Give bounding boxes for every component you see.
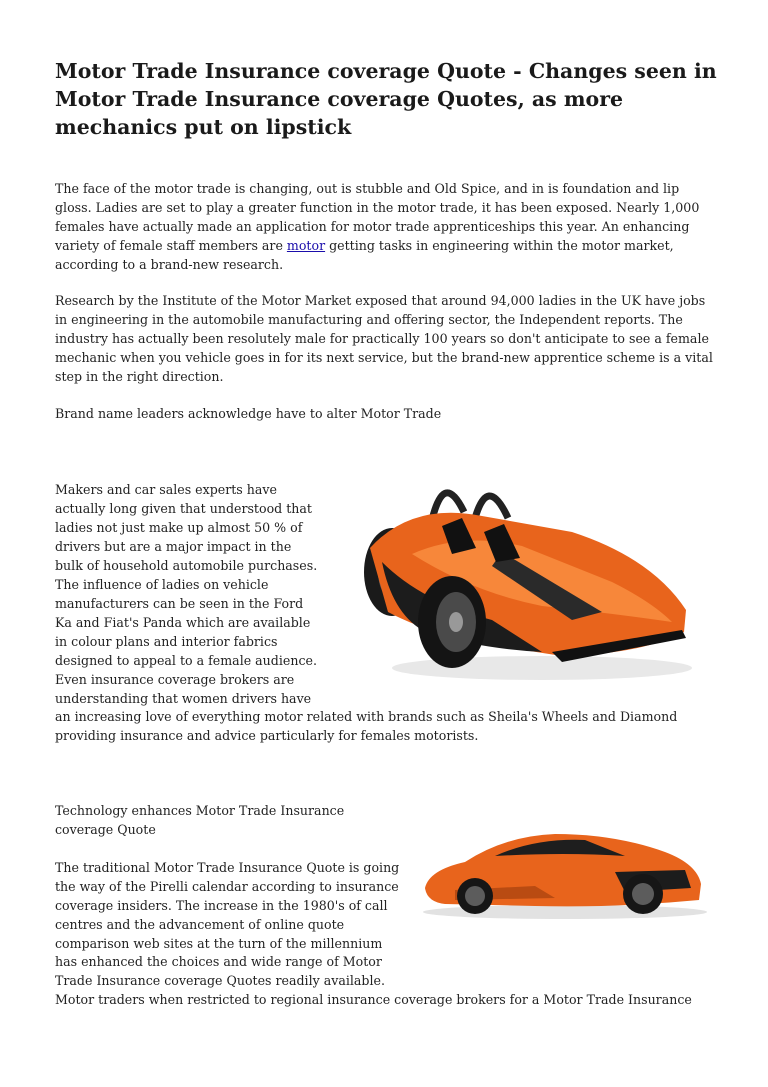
text-line: bulk of household automobile purchases.: [55, 558, 318, 573]
text-line: actually long given that understood that: [55, 501, 312, 516]
text-line: understanding that women drivers have: [55, 691, 312, 706]
text-line: providing insurance and advice particularly for females motorists.: [55, 728, 479, 743]
text-line: Ka and Fiat's Panda which are available: [55, 615, 311, 630]
paragraph-intro-text-end: getting tasks in engineering within the motor market, according to a brand-new research.: [55, 237, 674, 272]
motor-link[interactable]: motor: [286, 237, 326, 253]
heading-technology-line-1: Technology enhances Motor Trade Insurance: [55, 803, 345, 818]
orange-supercar-image: [415, 826, 707, 922]
text-line: has enhanced the choices and wide range of Motor: [55, 954, 382, 969]
text-line: drivers but are a major impact in the: [55, 539, 292, 554]
text-line: ladies not just make up almost 50 % of: [55, 520, 303, 535]
text-line: Even insurance coverage brokers are: [55, 672, 295, 687]
text-line: comparison web sites at the turn of the millennium: [55, 936, 383, 951]
text-line: centres and the advancement of online quote: [55, 917, 345, 932]
text-line: Trade Insurance coverage Quotes readily available.: [55, 973, 385, 988]
text-line: coverage insiders. The increase in the 1980's of call: [55, 898, 388, 913]
text-line: Makers and car sales experts have: [55, 482, 277, 497]
document-title: Motor Trade Insurance coverage Quote - Changes seen in Motor Trade Insurance coverage Quotes, as more mechanics put on lipstick: [55, 59, 717, 139]
text-line: The influence of ladies on vehicle: [55, 577, 269, 592]
heading-brand-leaders: Brand name leaders acknowledge have to alter Motor Trade: [55, 406, 442, 421]
orange-open-sports-car-image: [352, 462, 692, 690]
heading-technology-line-2: coverage Quote: [55, 822, 156, 837]
text-line: The traditional Motor Trade Insurance Quote is going: [55, 860, 400, 875]
paragraph-intro-text: The face of the motor trade is changing, out is stubble and Old Spice, and in is foundation and lip gloss. Ladies are set to play a greater function in the motor trade, it has been exposed. Nearly 1,000 females have actually made an application for motor trade apprenticeships this year. An enhancing variety of female staff members are: [55, 181, 700, 253]
text-line: an increasing love of everything motor related with brands such as Sheila's Wheels and Diamond: [55, 709, 678, 724]
text-line: Motor traders when restricted to regional insurance coverage brokers for a Motor Trade Insurance: [55, 992, 692, 1007]
paragraph-intro: [55, 180, 715, 275]
paragraph-research: Research by the Institute of the Motor Market exposed that around 94,000 ladies in the UK have jobs in engineering in the automobile manufacturing and offering sector, the Independent reports. The industry has actually been resolutely male for practically 100 years so don't anticipate to see a female mechanic when you vehicle goes in for its next service, but the brand-new apprentice scheme is a vital step in the right direction.: [55, 293, 713, 384]
text-line: manufacturers can be seen in the Ford: [55, 596, 304, 611]
text-line: the way of the Pirelli calendar according to insurance: [55, 879, 399, 894]
text-line: designed to appeal to a female audience.: [55, 653, 317, 668]
text-line: in colour plans and interior fabrics: [55, 634, 278, 649]
